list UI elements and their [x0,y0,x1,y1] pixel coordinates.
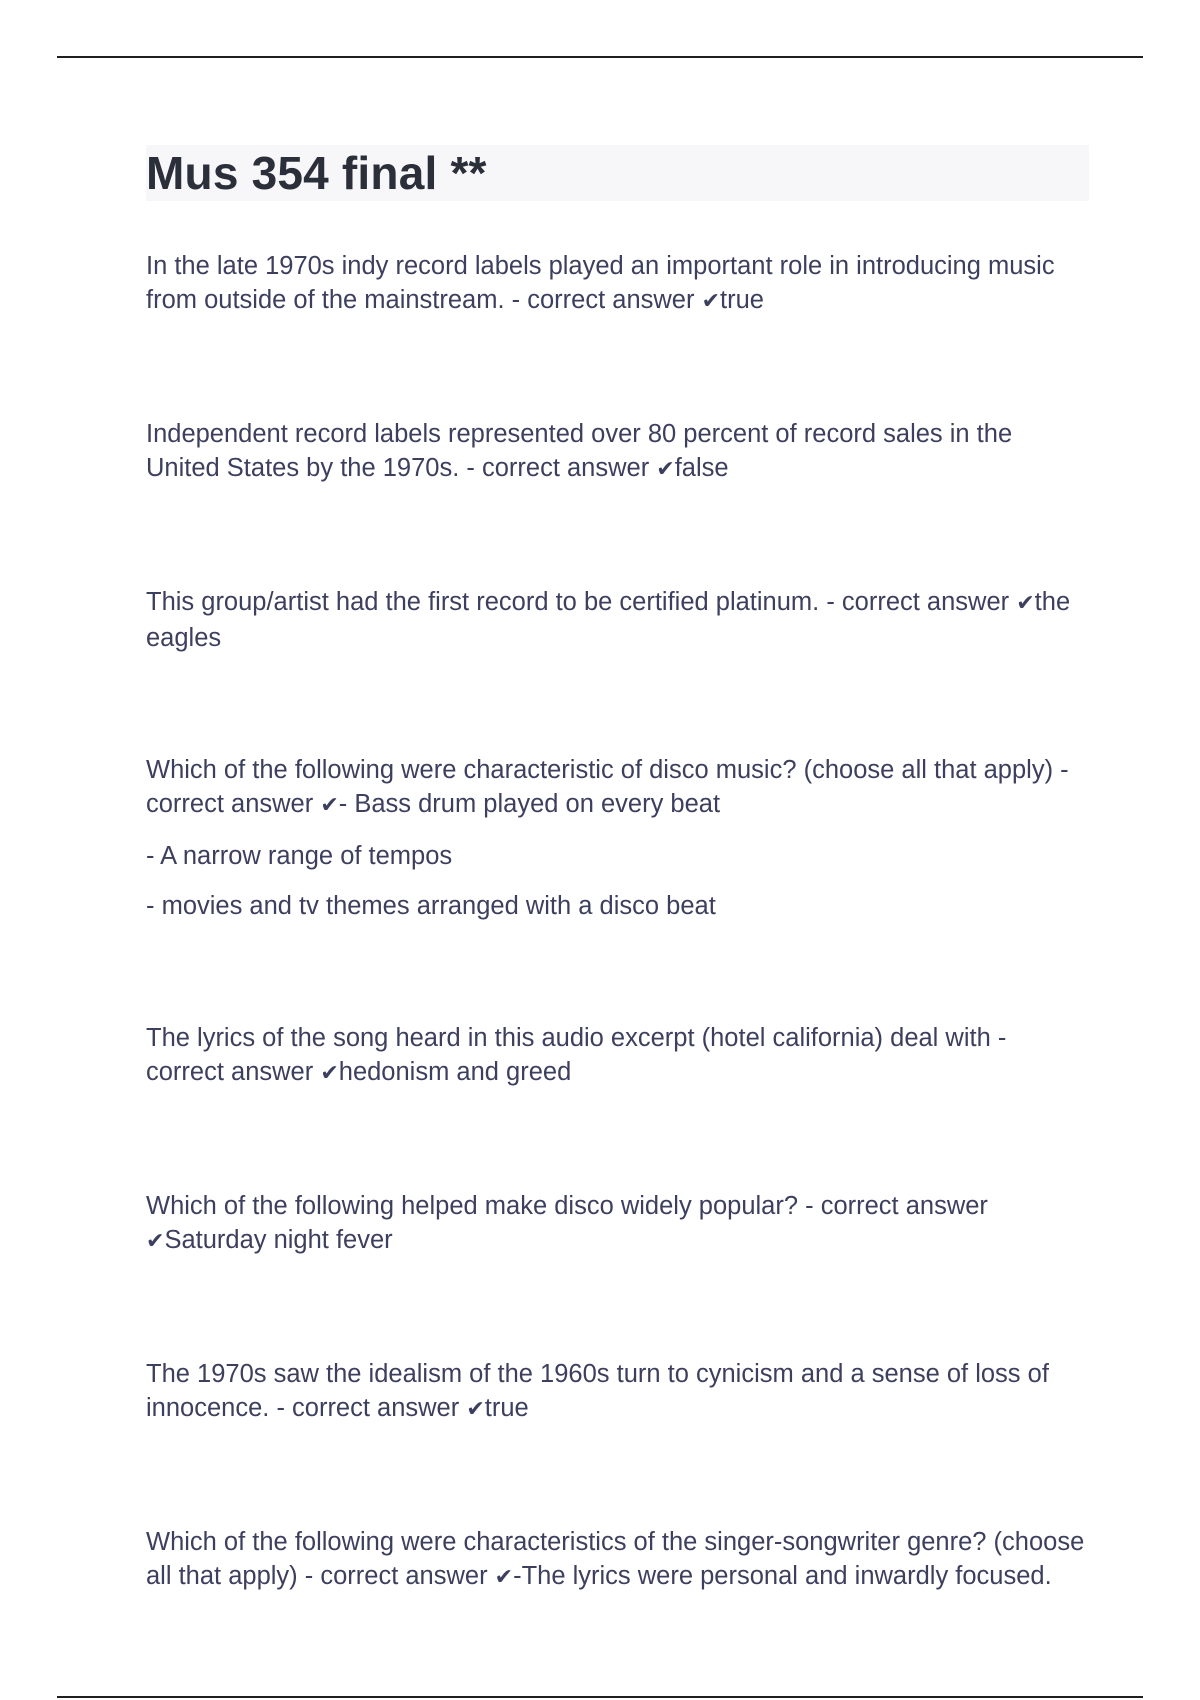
check-icon: ✔ [466,1397,485,1422]
answer-text: Saturday night fever [164,1226,393,1254]
answer-text: -The lyrics were personal and inwardly focused. [513,1562,1052,1590]
check-icon: ✔ [1016,591,1035,616]
qa-item [146,1189,1091,1259]
title-band [146,145,1089,201]
qa-item [146,249,1091,319]
qa-item [146,585,1091,655]
qa-item [146,417,1091,487]
qa-text [146,417,1091,487]
qa-item [146,1357,1091,1427]
answer-extra-line: - movies and tv themes arranged with a disco beat [146,892,716,920]
qa-text [146,1525,1091,1595]
answer-label: - correct answer [511,286,695,314]
qa-item [146,753,1091,923]
question-text: Which of the following were characteristic of disco music? (choose all that apply) [146,756,1054,784]
qa-text [146,585,1091,655]
document-body [146,145,1091,1693]
answer-text: true [484,1394,529,1422]
qa-text [146,249,1091,319]
answer-label: - correct answer [466,454,650,482]
check-icon: ✔ [320,793,339,818]
bottom-divider [57,1696,1143,1698]
answer-label: - correct answer [826,588,1010,616]
answer-label: - correct answer [146,1024,1007,1086]
qa-text [146,1357,1091,1427]
check-icon: ✔ [320,1061,339,1086]
answer-label: - correct answer [805,1192,988,1220]
question-list [146,249,1091,1595]
qa-item [146,1525,1091,1595]
question-text: The 1970s saw the idealism of the 1960s turn to cynicism and a sense of loss of innocence. [146,1360,1049,1422]
question-text: Which of the following helped make disco widely popular? [146,1192,799,1220]
qa-item [146,1021,1091,1091]
qa-text [146,753,1091,823]
check-icon: ✔ [656,457,675,482]
answer-text: false [674,454,729,482]
check-icon: ✔ [146,1229,165,1254]
top-divider [57,56,1143,58]
question-text: The lyrics of the song heard in this audio excerpt (hotel california) deal with [146,1024,991,1052]
check-icon: ✔ [494,1565,514,1590]
qa-text [146,1021,1091,1091]
answer-label: - correct answer [276,1394,460,1422]
question-text: This group/artist had the first record to be certified platinum. [146,588,820,616]
page-title: Mus 354 final ** [146,147,487,199]
answer-label: - correct answer [146,756,1069,818]
answer-text: - Bass drum played on every beat [338,790,721,818]
answer-text: hedonism and greed [338,1058,572,1086]
answer-text: true [720,286,764,314]
question-text: Which of the following were characteristics of the singer-songwriter genre? (choose all that apply) [146,1528,1085,1590]
answer-text: the eagles [146,588,1071,652]
question-text: In the late 1970s indy record labels played an important role in introducing music from outside of the mainstream. [146,252,1055,314]
check-icon: ✔ [701,289,720,314]
answer-extra-line: - A narrow range of tempos [146,842,453,870]
qa-text [146,1189,1091,1259]
answer-label: - correct answer [304,1562,488,1590]
question-text: Independent record labels represented over 80 percent of record sales in the United States by the 1970s. [146,420,1013,482]
